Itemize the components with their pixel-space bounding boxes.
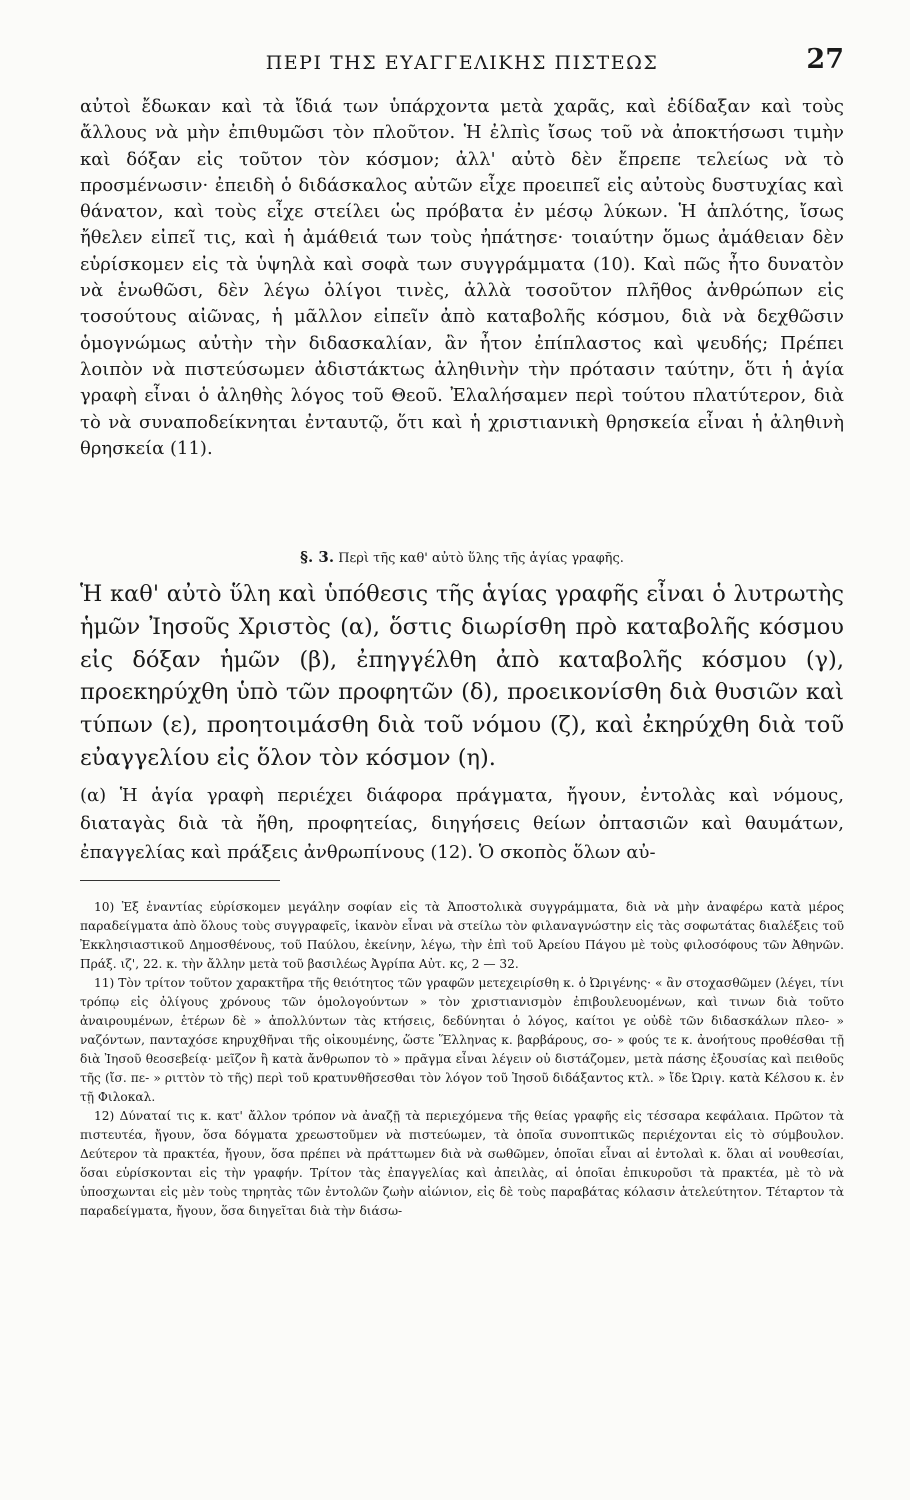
footnote-11: 11) Τὸν τρίτον τοῦτον χαρακτῆρα τῆς θειότητος τῶν γραφῶν μετεχειρίσθη κ. ὁ Ὠριγένης· « ἂν στοχασθῶμεν (λέγει, τίνι τρόπῳ εἰς ὀλίγους χρόνους τῶν ὁμολογούντων » τὸν χριστιανισμὸν ἐπιβουλευομένων, καὶ τινων διὰ τοῦτο ἀναιρουμένων, ἑτέρων δὲ » ἀπολλύντων τὰς κτήσεις, δεδύνηται ὁ λόγος, καίτοι γε οὐδὲ τῶν διδασκάλων πλεο- » ναζόντων, πανταχόσε κηρυχθῆναι τῆς οἰκουμένης, ὥστε Ἕλληνας κ. βαρβάρους, σο- » φούς τε κ. ἀνοήτους προθέσθαι τῇ διὰ Ἰησοῦ θεοσεβείᾳ· μεῖζον ἢ κατὰ ἄνθρωπον τὸ » πρᾶγμα εἶναι λέγειν οὐ διστάζομεν, μετὰ πάσης ἐξουσίας καὶ πειθοῦς τῆς (ἴσ. πε- » ριττὸν τὸ τῆς) περὶ τοῦ κρατυνθῆσεσθαι τὸν λόγον τοῦ Ἰησοῦ διδάξαντος κτλ. » ἴδε Ὠριγ. κατὰ Κέλσου κ. ἐν τῇ Φιλοκαλ. (80, 976, 844, 1104)
section-number: §. 3. (300, 548, 335, 566)
running-head: ΠΕΡΙ ΤΗΣ ΕΥΑΓΓΕΛΙΚΗΣ ΠΙΣΤΕΩΣ (265, 52, 659, 74)
section-title: Περὶ τῆς καθ' αὐτὸ ὕλης τῆς ἁγίας γραφῆς. (338, 551, 624, 566)
section-heading (80, 548, 844, 566)
page-number: 27 (806, 44, 844, 75)
footnote-12: 12) Δύναταί τις κ. κατ' ἄλλον τρόπον νὰ ἀναζῇ τὰ περιεχόμενα τῆς θείας γραφῆς εἰς τέσσαρα κεφάλαια. Πρῶτον τὰ πιστευτέα, ἤγουν, ὅσα δόγματα χρεωστοῦμεν νὰ πιστεύωμεν, τὰ ὁποῖα συνοπτικῶς περιέχονται εἰς τὸ σύμβουλον. Δεύτερον τὰ πρακτέα, ἤγουν, ὅσα πρέπει νὰ πράττωμεν διὰ νὰ σωθῶμεν, ὁποῖαι εἶναι αἱ ἐντολαὶ κ. ὅλαι αἱ νουθεσίαι, ὅσαι εὑρίσκονται εἰς τὴν γραφήν. Τρίτον τὰς ἐπαγγελίας καὶ ἀπειλὰς, αἱ ὁποῖαι ἐπικυροῦσι τὰ πρακτέα, μὲ τὸ νὰ ὑποσχωνται εἰς μὲν τοὺς τηρητὰς τῶν ἐντολῶν ζωὴν αἰώνιον, εἰς δὲ τοὺς παραβάτας κόλασιν ἀτελεύτητον. Τέταρτον τὰ παραδείγματα, ἤγουν, ὅσα διηγεῖται διὰ τὴν διάσω- (80, 1109, 844, 1218)
footnote-10: 10) Ἐξ ἐναντίας εὑρίσκομεν μεγάλην σοφίαν εἰς τὰ Ἀποστολικὰ συγγράμματα, διὰ νὰ μὴν ἀναφέρω κατὰ μέρος παραδείγματα ἀπὸ ὅλους τοὺς συγγραφεῖς, ἱκανὸν εἶναι νὰ στείλω τὸν φιλαναγνώστην εἰς τὰς σοφωτάτας διαλέξεις τοῦ Ἐκκλησιαστικοῦ Δημοσθένους, τοῦ Παύλου, ἐκείνην, λέγω, τὴν ἐπὶ τοῦ Ἀρείου Πάγου μὲ τοὺς φιλοσόφους τῶν Ἀθηνῶν. Πράξ. ιζ', 22. κ. τὴν ἄλλην μετὰ τοῦ βασιλέως Ἀγρίπα Αὐτ. κς, 2 — 32. (80, 900, 844, 971)
paragraph-continued: αὐτοὶ ἔδωκαν καὶ τὰ ἴδιά των ὑπάρχοντα μετὰ χαρᾶς, καὶ ἐδίδαξαν καὶ τοὺς ἄλλους νὰ μὴν ἐπιθυμῶσι τὸν πλοῦτον. Ἡ ἐλπὶς ἴσως τοῦ νὰ ἀποκτήσωσι τιμὴν καὶ δόξαν εἰς τοῦτον τὸν κόσμον; ἀλλ' αὐτὸ δὲν ἔπρεπε τελείως νὰ τὸ προσμένωσιν· ἐπειδὴ ὁ διδάσκαλος αὐτῶν εἶχε προειπεῖ εἰς αὐτοὺς δυστυχίας καὶ θάνατον, καὶ τοὺς εἶχε στείλει ὡς πρόβατα ἐν μέσῳ λύκων. Ἡ ἁπλότης, ἴσως ἤθελεν εἰπεῖ τις, καὶ ἡ ἀμάθειά των τοὺς ἠπάτησε· τοιαύτην ὅμως ἀμάθειαν δὲν εὑρίσκομεν εἰς τὰ ὑψηλὰ καὶ σοφὰ των συγγράμματα (10). Καὶ πῶς ἦτο δυνατὸν νὰ ἑνωθῶσι, δὲν λέγω ὀλίγοι τινὲς, ἀλλὰ τοσοῦτον πλῆθος ἀνθρώπων εἰς τοσούτους αἰῶνας, ἡ μᾶλλον εἰπεῖν ἀπὸ καταβολῆς κόσμου, διὰ νὰ δεχθῶσιν ὁμογνώμως αὐτὴν τὴν διδασκαλίαν, ἂν ἦτον ἐπίπλαστος καὶ ψευδής; Πρέπει λοιπὸν νὰ πιστεύσωμεν ἀδιστάκτως ἀληθινὴν τὴν πρότασιν ταύτην, ὅτι ἡ ἁγία γραφὴ εἶναι ὁ ἀληθὴς λόγος τοῦ Θεοῦ. Ἐλαλήσαμεν περὶ τούτου πλατύτερον, διὰ τὸ νὰ συναποδείκνηται ἐνταυτῷ, ὅτι καὶ ἡ χριστιανικὴ θρησκεία εἶναι ἡ ἀληθινὴ θρησκεία (11). (80, 96, 844, 459)
note-a-paragraph: (α) Ἡ ἁγία γραφὴ περιέχει διάφορα πράγματα, ἤγουν, ἐντολὰς καὶ νόμους, διαταγὰς διὰ τὰ ἤθη, προφητείας, διηγήσεις θείων ὀπτασιῶν καὶ θαυμάτων, ἐπαγγελίας καὶ πράξεις ἀνθρωπίνους (12). Ὁ σκοπὸς ὅλων αὐ- (80, 785, 844, 863)
page-header (80, 44, 844, 84)
section-lead-paragraph: Ἡ καθ' αὐτὸ ὕλη καὶ ὑπόθεσις τῆς ἁγίας γραφῆς εἶναι ὁ λυτρωτὴς ἡμῶν Ἰησοῦς Χριστὸς (α), ὅστις διωρίσθη πρὸ καταβολῆς κόσμου εἰς δόξαν ἡμῶν (β), ἐπηγγέλθη ἀπὸ καταβολῆς κόσμου (γ), προεκηρύχθη ὑπὸ τῶν προφητῶν (δ), προεικονίσθη διὰ θυσιῶν καὶ τύπων (ε), προητοιμάσθη διὰ τοῦ νόμου (ζ), καὶ ἐκηρύχθη διὰ τοῦ εὐαγγελίου εἰς ὅλον τὸν κόσμον (η). (80, 581, 844, 771)
footnotes (80, 898, 844, 1221)
footnote-divider (80, 880, 280, 881)
